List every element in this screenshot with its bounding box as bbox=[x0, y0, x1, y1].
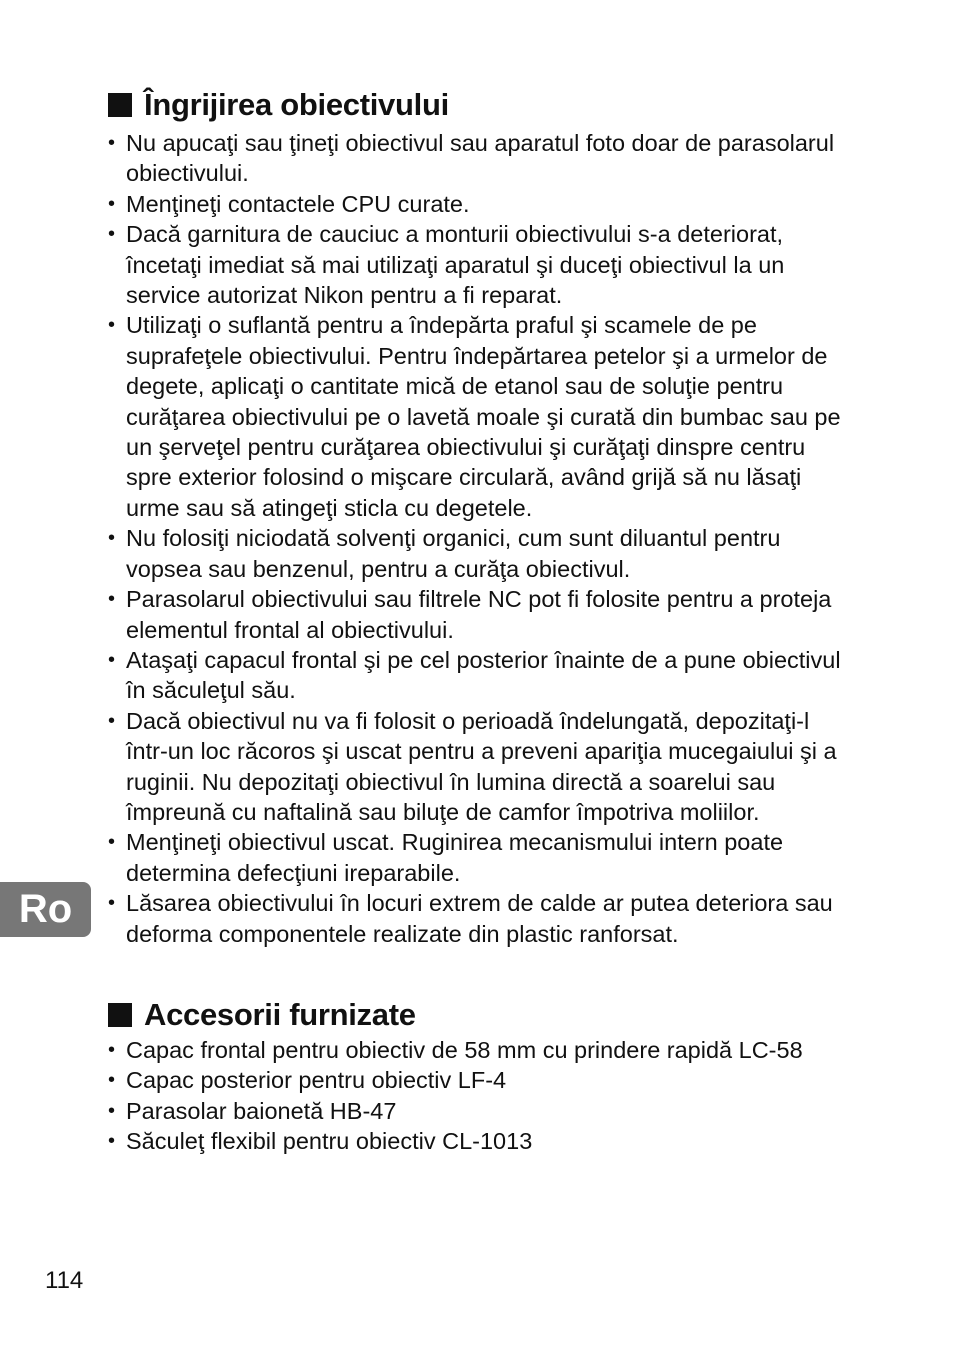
accessories-heading bbox=[108, 996, 848, 1034]
list-item-text: Dacă garnitura de cauciuc a monturii obiectivului s-a deteriorat, încetaţi imediat să mai utilizaţi aparatul şi duceţi obiectivul la un service autorizat Nikon pentru a fi reparat. bbox=[126, 221, 785, 309]
list-item-text: Utilizaţi o suflantă pentru a îndepărta praful şi scamele de pe suprafeţele obiectivului. Pentru îndepărtarea petelor şi a urmelor de degete, aplicaţi o cantitate mică de etanol sau de soluţie pentru curăţarea obiectivului pe o lavetă moale şi curată din bumbac sau pe un şerveţel pentru curăţarea obiectivului şi curăţaţi dinspre centru spre exterior folosind o mişcare circulară, având grijă să nu lăsaţi urme sau să atingeţi sticla cu degetele. bbox=[126, 312, 841, 521]
list-item-text: Capac posterior pentru obiectiv LF-4 bbox=[126, 1067, 507, 1094]
language-tab: Ro bbox=[0, 882, 91, 937]
bullet-icon: • bbox=[108, 831, 116, 854]
list-item bbox=[108, 1065, 848, 1095]
list-item bbox=[108, 827, 848, 888]
list-item bbox=[108, 645, 848, 706]
list-item bbox=[108, 189, 848, 219]
list-item-text: Dacă obiectivul nu va fi folosit o perioadă îndelungată, depozitaţi-l într-un loc răcoros şi uscat pentru a preveni apariţia mucegaiului şi a ruginii. Nu depozitaţi obiectivul în lumina directă a soarelui sau împreună cu naftalină sau biluţe de camfor împotriva moliilor. bbox=[126, 707, 837, 825]
list-item-text: Săculeţ flexibil pentru obiectiv CL-1013 bbox=[126, 1128, 533, 1155]
accessories-title: Accesorii furnizate bbox=[144, 997, 416, 1032]
bullet-icon: • bbox=[108, 192, 116, 215]
list-item bbox=[108, 219, 848, 310]
accessories-section bbox=[108, 996, 848, 1157]
bullet-icon: • bbox=[108, 527, 116, 550]
bullet-icon: • bbox=[108, 1069, 116, 1092]
list-item-text: Nu apucaţi sau ţineţi obiectivul sau aparatul foto doar de parasolarul obiectivului. bbox=[126, 130, 835, 187]
list-item-text: Menţineţi contactele CPU curate. bbox=[126, 190, 470, 217]
square-bullet-icon bbox=[108, 93, 132, 117]
list-item-text: Lăsarea obiectivului în locuri extrem de calde ar putea deteriora sau deforma componentele realizate din plastic ranforsat. bbox=[126, 890, 833, 947]
list-item bbox=[108, 1096, 848, 1126]
bullet-icon: • bbox=[108, 314, 116, 337]
square-bullet-icon bbox=[108, 1003, 132, 1027]
bullet-icon: • bbox=[108, 1130, 116, 1153]
lens-care-list bbox=[108, 128, 848, 949]
list-item bbox=[108, 128, 848, 189]
list-item bbox=[108, 1126, 848, 1156]
list-item bbox=[108, 584, 848, 645]
list-item-text: Parasolarul obiectivului sau filtrele NC pot fi folosite pentru a proteja elementul frontal al obiectivului. bbox=[126, 586, 832, 643]
list-item bbox=[108, 1035, 848, 1065]
bullet-icon: • bbox=[108, 892, 116, 915]
list-item-text: Ataşaţi capacul frontal şi pe cel posterior înainte de a pune obiectivul în săculeţul său. bbox=[126, 646, 841, 704]
page-number: 114 bbox=[45, 1267, 84, 1294]
bullet-icon: • bbox=[108, 223, 116, 246]
bullet-icon: • bbox=[108, 1099, 116, 1122]
list-item bbox=[108, 523, 848, 584]
lens-care-title: Îngrijirea obiectivului bbox=[144, 87, 449, 122]
accessories-list bbox=[108, 1035, 848, 1157]
list-item bbox=[108, 310, 848, 523]
lens-care-section bbox=[108, 86, 848, 949]
list-item bbox=[108, 888, 848, 949]
bullet-icon: • bbox=[108, 588, 116, 611]
bullet-icon: • bbox=[108, 132, 116, 154]
list-item bbox=[108, 706, 848, 828]
list-item-text: Nu folosiţi niciodată solvenţi organici, cum sunt diluantul pentru vopsea sau benzenul, pentru a curăţa obiectivul. bbox=[126, 525, 781, 582]
list-item-text: Capac frontal pentru obiectiv de 58 mm cu prindere rapidă LC-58 bbox=[126, 1037, 803, 1063]
lens-care-heading bbox=[108, 86, 848, 124]
list-item-text: Parasolar baionetă HB-47 bbox=[126, 1097, 397, 1124]
bullet-icon: • bbox=[108, 648, 116, 671]
bullet-icon: • bbox=[108, 709, 116, 732]
bullet-icon: • bbox=[108, 1039, 116, 1061]
list-item-text: Menţineţi obiectivul uscat. Ruginirea mecanismului intern poate determina defecţiuni ireparabile. bbox=[126, 829, 784, 886]
